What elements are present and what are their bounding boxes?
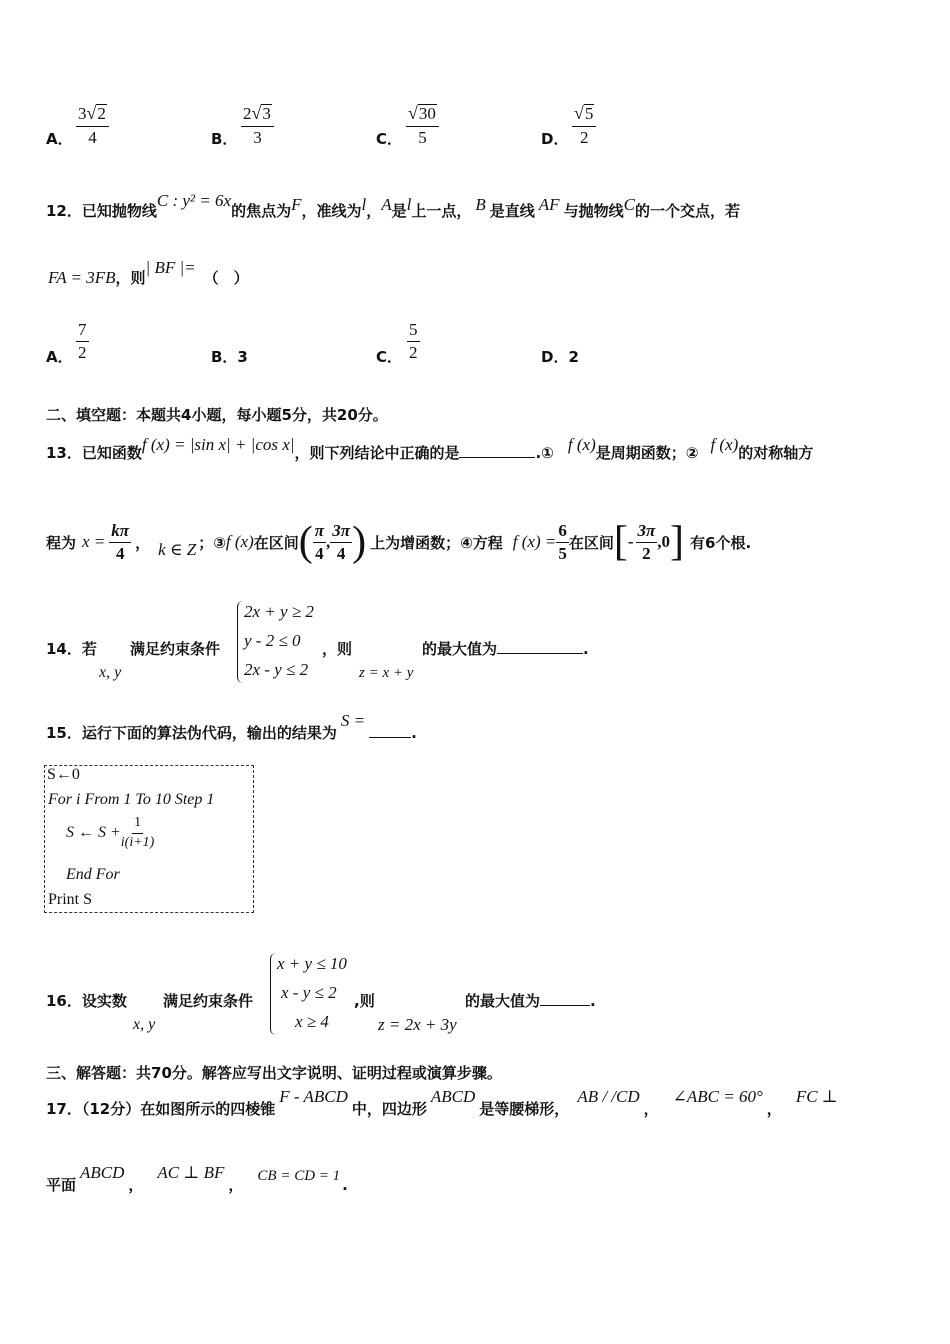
fraction: √ 30 5 bbox=[406, 104, 439, 147]
q12-option-a-fraction: $\frac{7}{2}$ bbox=[78, 320, 87, 362]
q14-ask: 的最大值为 . bbox=[422, 640, 589, 658]
answer-blank[interactable] bbox=[459, 457, 535, 458]
q13-line-1: 13．已知函数f (x) = |sin x| + |cos x|，则下列结论中正确的是 .① f (x)是周期函数；② f (x)的对称轴方 bbox=[46, 435, 814, 462]
option-label: B． bbox=[211, 130, 238, 148]
answer-blank[interactable] bbox=[540, 1005, 590, 1006]
q14-objective: z = x + y bbox=[359, 665, 414, 681]
q12-line-1: 12．已知抛物线C : y² = 6x的焦点为F，准线为l，A是l上一点， B 是直线 AF 与抛物线C的一个交点，若 bbox=[46, 191, 740, 220]
fraction: √ 5 2 bbox=[572, 104, 596, 147]
fraction: $\frac{\pi}{4}$ bbox=[314, 520, 325, 563]
answer-blank[interactable] bbox=[497, 653, 583, 654]
constraint-2: x - y ≤ 2 bbox=[281, 983, 337, 1002]
code-line-2: For i From 1 To 10 Step 1 bbox=[48, 791, 215, 808]
q12-option-a-label: A． bbox=[46, 348, 73, 366]
q16-then: ,则 bbox=[354, 992, 375, 1010]
option-label: A． bbox=[46, 130, 73, 148]
fraction: $\frac{k\pi}{4}$ bbox=[111, 520, 130, 563]
code-line-5: Print S bbox=[48, 891, 93, 908]
q16-objective: z = 2x + 3y bbox=[378, 1015, 457, 1034]
q12-option-c-label: C． bbox=[376, 348, 403, 366]
q16-variables: x, y bbox=[133, 1016, 156, 1033]
answer-blank[interactable] bbox=[369, 737, 411, 738]
q12-option-c-fraction: $\frac{5}{2}$ bbox=[409, 320, 418, 362]
section-2-heading: 二、填空题：本题共4小题，每小题5分，共20分。 bbox=[46, 406, 388, 424]
q12-line-2: FA = 3FB，则| BF |=（ ） bbox=[48, 258, 249, 287]
q14-variables: x, y bbox=[99, 664, 122, 681]
fraction: $\frac{3\pi}{4}$ bbox=[332, 520, 351, 563]
q12-option-d: D．2 bbox=[541, 348, 579, 366]
q17-line-2: 平面ABCD，AC ⊥ BF， CB = CD = 1 . bbox=[46, 1163, 348, 1194]
fraction: $\frac{3\pi}{2}$ bbox=[637, 520, 656, 563]
section-3-heading: 三、解答题：共70分。解答应写出文字说明、证明过程或演算步骤。 bbox=[46, 1064, 502, 1082]
fraction: 3 √ 2 4 bbox=[76, 104, 109, 147]
code-line-4: End For bbox=[66, 866, 120, 883]
option-label: C． bbox=[376, 130, 403, 148]
fraction: $\frac{6}{5}$ bbox=[558, 520, 567, 563]
code-line-1: S←0 bbox=[47, 766, 80, 783]
constraint-1: 2x + y ≥ 2 bbox=[244, 602, 314, 621]
constraint-1: x + y ≤ 10 bbox=[277, 954, 347, 973]
fraction: $\frac{1}{i(i+1)}$ bbox=[120, 815, 155, 850]
constraint-2: y - 2 ≤ 0 bbox=[244, 631, 301, 650]
q14-then: ，则 bbox=[322, 640, 353, 658]
q15-line: 15．运行下面的算法伪代码，输出的结果为S =. bbox=[46, 711, 417, 742]
constraint-3: x ≥ 4 bbox=[295, 1012, 329, 1031]
fraction: 2 √ 3 3 bbox=[241, 104, 274, 147]
q14-line: 14．若 bbox=[46, 640, 97, 658]
q16-constraint-label: 满足约束条件 bbox=[163, 992, 254, 1010]
q12-option-b: B．3 bbox=[211, 348, 248, 366]
constraint-3: 2x - y ≤ 2 bbox=[244, 660, 309, 679]
q13-line-2: 程为 x = $\frac{k\pi}{4}$ ， k ∈ Z ；③ f (x) 在区间 ( $\frac{\pi}{4}$ , $\frac{3\pi}{4}$ ) 上为增函数；④方程 f (x) = $\frac{6}{5}$ 在区间 [ - $\frac{3\pi}{2}$ ,0 ] 有6个根. bbox=[46, 519, 752, 565]
option-label: D． bbox=[541, 130, 569, 148]
code-line-3: S ← S + $\frac{1}{i(i+1)}$ bbox=[66, 815, 155, 850]
q16-line: 16．设实数 bbox=[46, 992, 127, 1010]
q16-ask: 的最大值为 . bbox=[465, 992, 596, 1010]
q14-constraint-label: 满足约束条件 bbox=[130, 640, 221, 658]
q17-line-1: 17．（12分）在如图所示的四棱锥F - ABCD中，四边形ABCD是等腰梯形，AB / /CD，∠ABC = 60°，FC ⊥ bbox=[46, 1087, 838, 1118]
